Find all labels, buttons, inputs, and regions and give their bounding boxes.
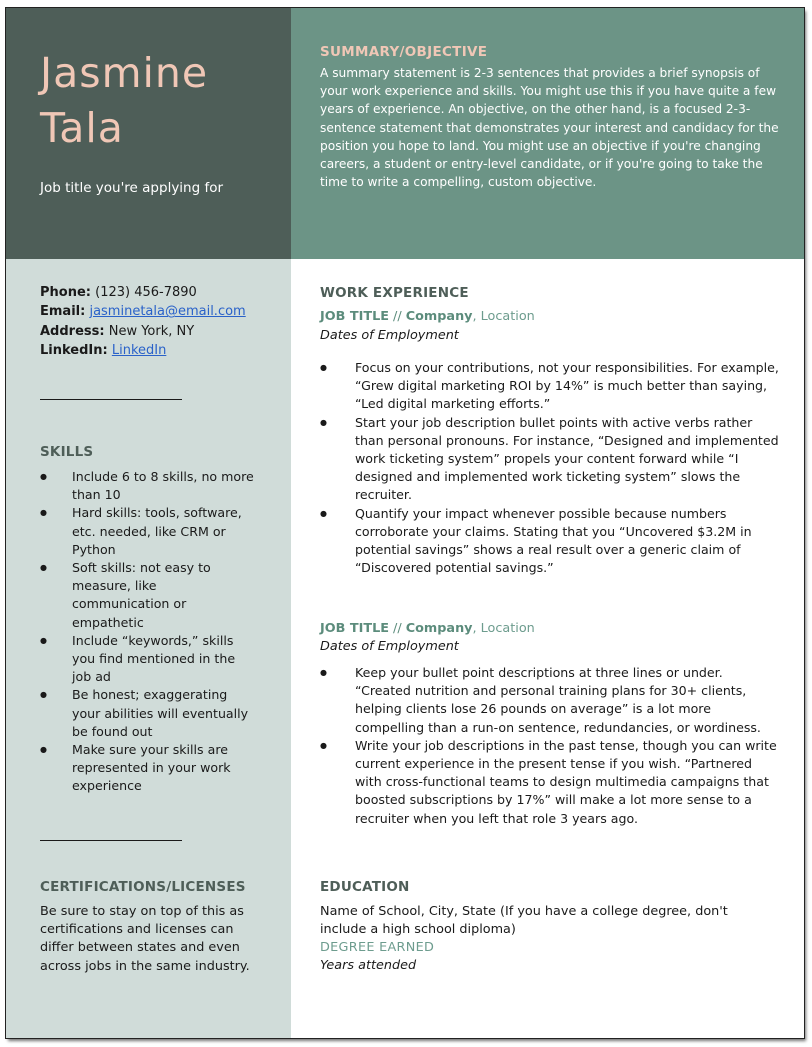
job-bullet: ● Keep your bullet point descriptions at three lines or under. “Created nutrition and personal training plans for 30+ clients, helping clients lose 26 pounds on average” is a lot more compelling than a run-on sentence, redundancies, or wordiness.	[320, 664, 780, 737]
linkedin-row	[40, 341, 246, 360]
job-title: JOB TITLE	[320, 621, 389, 636]
first-name: Jasmine	[40, 49, 209, 97]
skill-item: ● Include 6 to 8 skills, no more than 10	[40, 468, 255, 504]
education-years: Years attended	[320, 958, 417, 973]
certifications-text: Be sure to stay on top of this as certifications and licenses can differ between states and even across jobs in the same industry.	[40, 904, 250, 974]
job-bullet: ● Quantify your impact whenever possible because numbers corroborate your claims. Stating that you “Uncovered $3.2M in potential savings” shows a real result over a generic claim of “Discovered potential savings.”	[320, 505, 780, 578]
skill-item: ● Soft skills: not easy to measure, like communication or empathetic	[40, 559, 255, 632]
email-row	[40, 302, 246, 321]
linkedin-link[interactable]: LinkedIn	[111, 342, 167, 358]
candidate-name	[40, 46, 208, 156]
contact-block	[40, 283, 246, 360]
skills-list	[40, 468, 255, 796]
phone-row	[40, 283, 246, 302]
last-name: Tala	[40, 104, 124, 152]
job-bullet: ● Focus on your contributions, not your responsibilities. For example, “Grew digital marketing ROI by 14%” is much better than saying, “Led digital marketing efforts.”	[320, 359, 780, 414]
job-header	[320, 309, 535, 324]
phone-value: (123) 456-7890	[95, 285, 197, 300]
resume-page	[6, 8, 804, 1038]
skill-item: ● Hard skills: tools, software, etc. needed, like CRM or Python	[40, 504, 255, 559]
work-experience-heading: WORK EXPERIENCE	[320, 285, 469, 301]
job-location: , Location	[472, 621, 535, 636]
divider	[40, 399, 182, 400]
job-bullets	[320, 359, 780, 577]
job-separator: //	[393, 309, 402, 324]
email-link[interactable]: jasminetala@email.com	[89, 304, 246, 320]
phone-label: Phone:	[40, 285, 91, 300]
summary-text: A summary statement is 2-3 sentences that provides a brief synopsis of your work experience and skills. You might use this if you have quite a few years of experience. An objective, on the other hand, is a focused 2-3-sentence statement that demonstrates your interest and candidacy for the position you hope to land. You might use an objective if you're changing careers, a student or entry-level candidate, or if you're going to take the time to write a compelling, custom objective.	[320, 66, 779, 190]
job-separator: //	[393, 621, 402, 636]
job-header	[320, 621, 535, 636]
education-school: Name of School, City, State (If you have a college degree, don't include a high school diploma)	[320, 904, 728, 938]
linkedin-label: LinkedIn:	[40, 342, 108, 358]
job-bullet: ● Write your job descriptions in the past tense, though you can write current experience in the present tense if you wish. “Partnered with cross-functional teams to design multimedia campaigns that boosted subscriptions by 17%” will make a lot more sense to a recruiter when you left that role 3 years ago.	[320, 737, 780, 828]
skills-heading: SKILLS	[40, 444, 94, 460]
job-location: , Location	[472, 309, 535, 324]
address-label: Address:	[40, 323, 105, 339]
job-bullets	[320, 664, 780, 828]
email-label: Email:	[40, 304, 86, 320]
job-dates: Dates of Employment	[320, 328, 459, 343]
education-degree: DEGREE EARNED	[320, 940, 435, 955]
job-title: JOB TITLE	[320, 309, 389, 324]
skill-item: ● Include “keywords,” skills you find mentioned in the job ad	[40, 632, 255, 687]
job-dates: Dates of Employment	[320, 639, 459, 654]
divider	[40, 840, 182, 841]
skill-item: ● Make sure your skills are represented in your work experience	[40, 741, 255, 796]
job-bullet: ● Start your job description bullet points with active verbs rather than personal pronouns. For instance, “Designed and implemented work ticketing system” propels your content forward while “I designed and implemented work ticketing system” slows the recruiter.	[320, 414, 780, 505]
job-company: Company	[405, 621, 473, 636]
address-value: New York, NY	[108, 323, 195, 339]
job-company: Company	[405, 309, 473, 324]
job-title-applying: Job title you're applying for	[40, 180, 224, 196]
education-heading: EDUCATION	[320, 879, 410, 895]
summary-heading: SUMMARY/OBJECTIVE	[320, 44, 488, 60]
address-row	[40, 322, 246, 341]
certifications-heading: CERTIFICATIONS/LICENSES	[40, 879, 246, 895]
skill-item: ● Be honest; exaggerating your abilities will eventually be found out	[40, 686, 255, 741]
